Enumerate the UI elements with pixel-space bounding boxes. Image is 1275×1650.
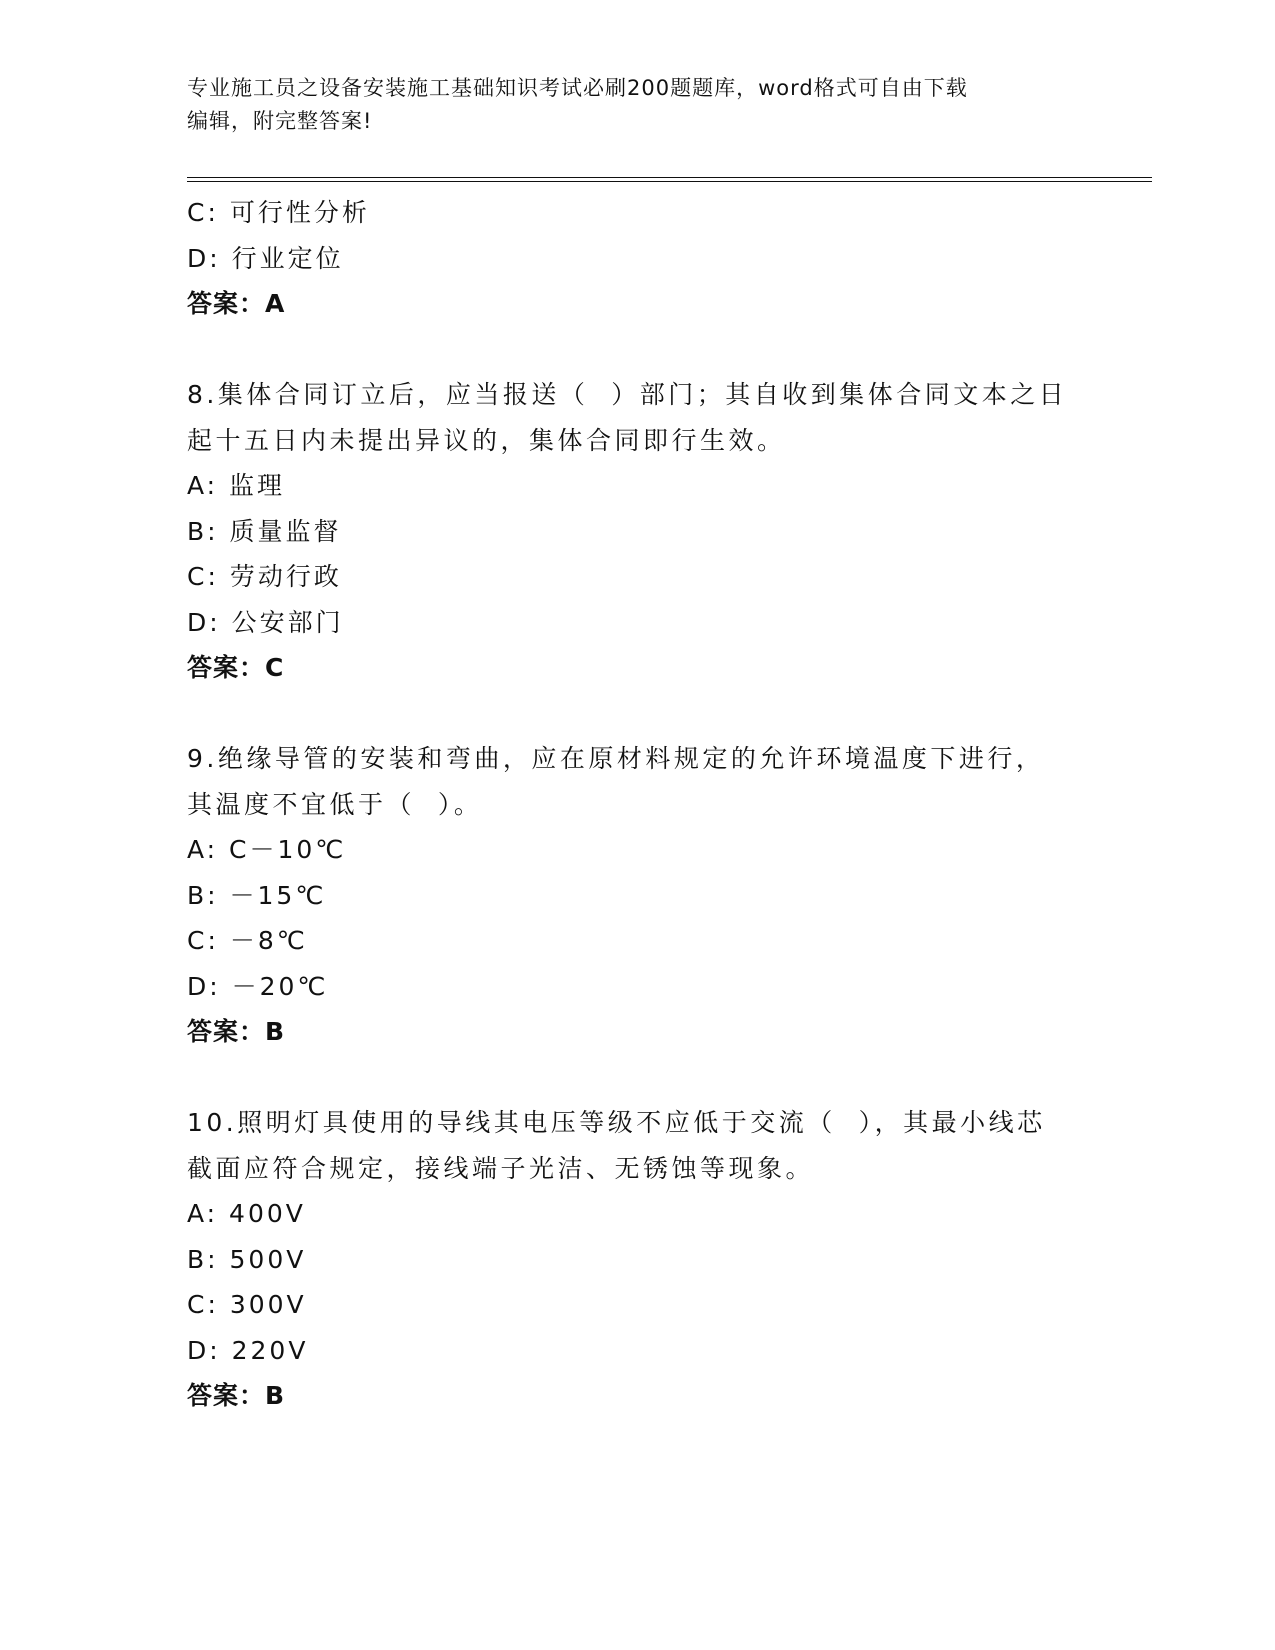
option-c: C: 劳动行政 <box>187 562 342 591</box>
option-b: B: 质量监督 <box>187 516 342 546</box>
option-d: D: 公安部门 <box>187 607 344 637</box>
answer-line: 答案：B <box>187 1381 286 1410</box>
question-stem-line-1: 10.照明灯具使用的导线其电压等级不应低于交流（ ），其最小线芯 <box>187 1108 1046 1137</box>
option-a: A: C－10℃ <box>187 835 347 864</box>
question-list <box>187 190 1087 1419</box>
header-title-line-2: 编辑，附完整答案! <box>187 109 373 133</box>
question-stem-line-2: 截面应符合规定，接线端子光洁、无锈蚀等现象。 <box>187 1153 815 1183</box>
option-a: A: 监理 <box>187 471 286 500</box>
option-c: C: －8℃ <box>187 926 308 955</box>
question-8 <box>187 372 1087 691</box>
spacer <box>187 327 1087 373</box>
question-7-continued <box>187 190 1087 327</box>
answer-line: 答案：B <box>187 1017 286 1046</box>
header-rule-top <box>187 177 1152 178</box>
page-header <box>187 72 1087 138</box>
spacer <box>187 691 1087 737</box>
question-stem-line-1: 8.集体合同订立后，应当报送（ ）部门；其自收到集体合同文本之日 <box>187 380 1068 409</box>
question-10 <box>187 1100 1087 1419</box>
answer-line: 答案：C <box>187 653 285 682</box>
question-stem-line-1: 9.绝缘导管的安装和弯曲，应在原材料规定的允许环境温度下进行， <box>187 744 1045 773</box>
header-title-line-1: 专业施工员之设备安装施工基础知识考试必刷200题题库，word格式可自由下载 <box>187 76 968 100</box>
spacer <box>187 1055 1087 1101</box>
option-b: B: －15℃ <box>187 880 327 910</box>
option-c: C: 300V <box>187 1290 307 1319</box>
option-a: A: 400V <box>187 1199 306 1228</box>
answer-line: 答案：A <box>187 289 286 318</box>
header-rule-bottom <box>187 181 1152 182</box>
question-stem-line-2: 起十五日内未提出异议的，集体合同即行生效。 <box>187 425 786 455</box>
question-stem-line-2: 其温度不宜低于（ ）。 <box>187 789 483 819</box>
option-d: D: －20℃ <box>187 971 329 1001</box>
option-c: C: 可行性分析 <box>187 198 370 227</box>
option-d: D: 行业定位 <box>187 243 344 273</box>
question-9 <box>187 736 1087 1055</box>
option-b: B: 500V <box>187 1244 307 1274</box>
option-d: D: 220V <box>187 1335 309 1365</box>
